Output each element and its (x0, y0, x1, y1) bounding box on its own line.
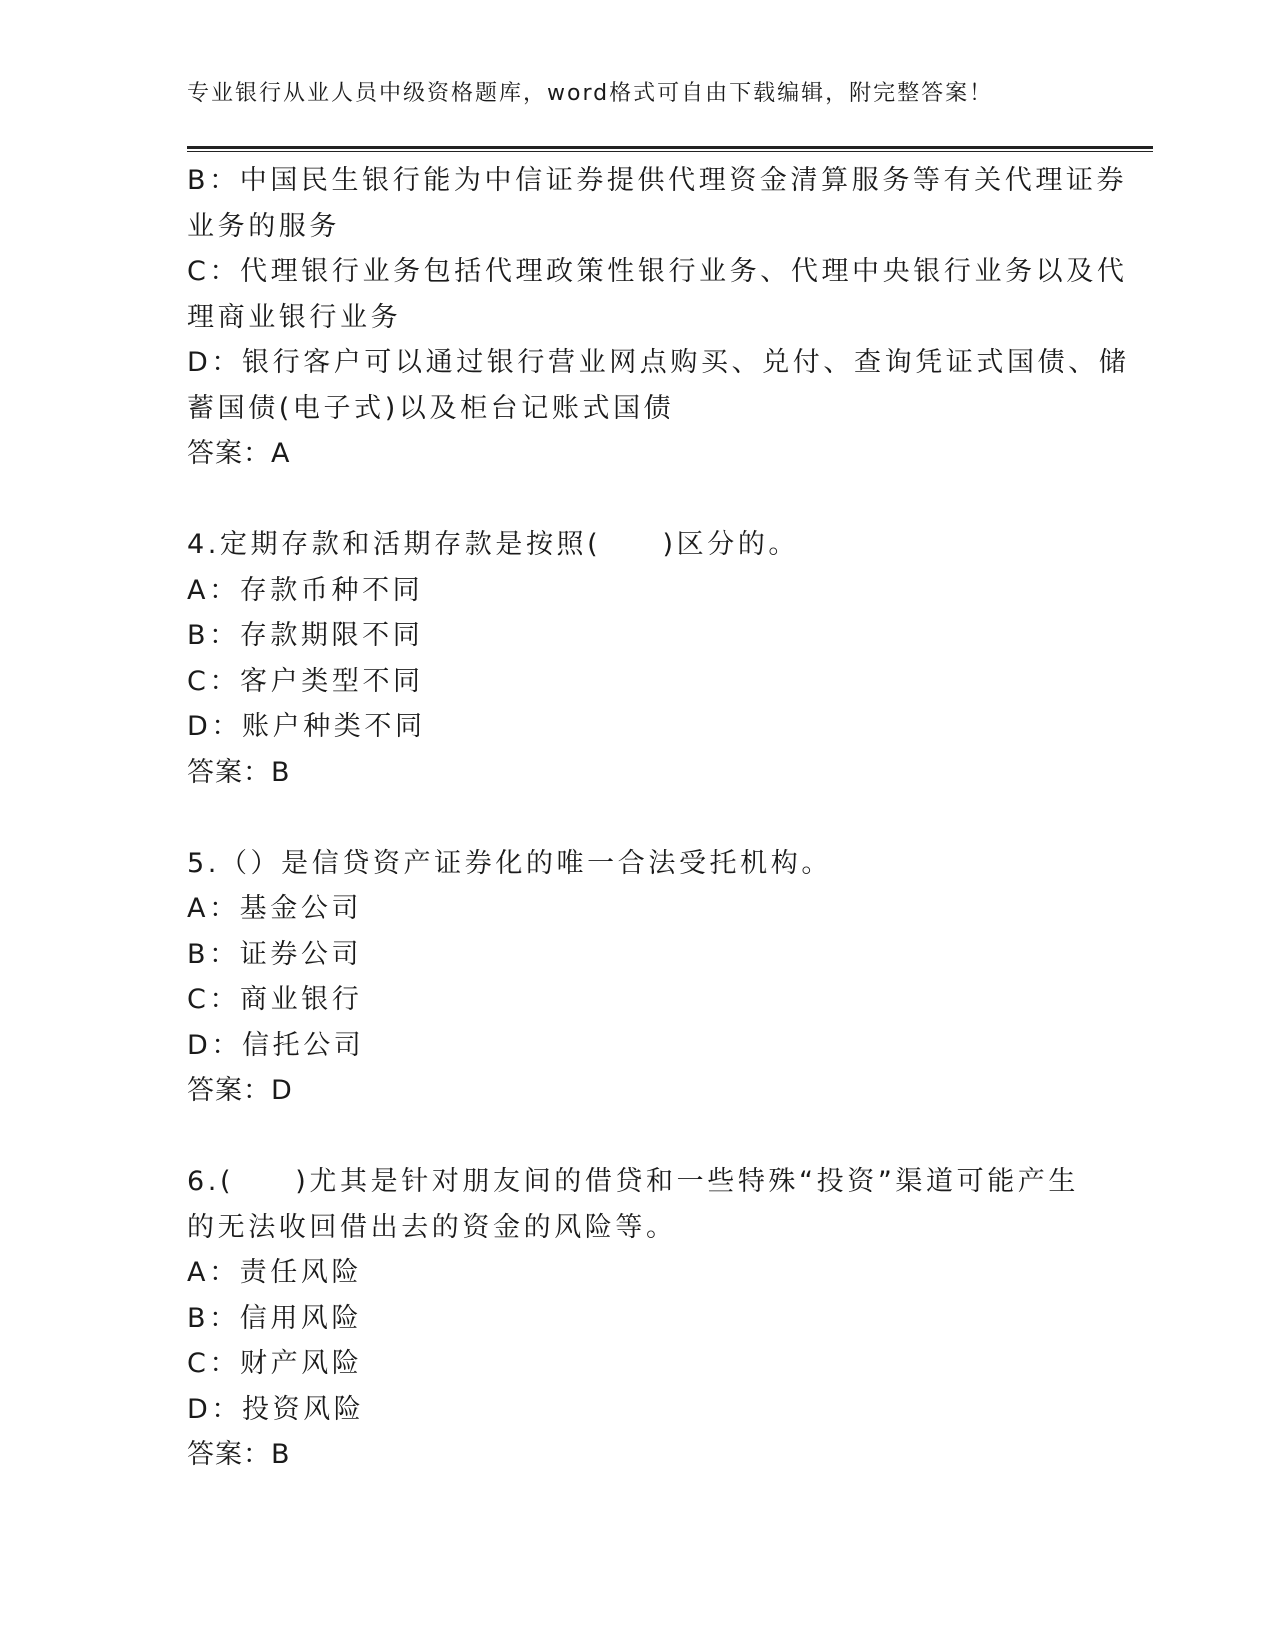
option-line: 理商业银行业务 (187, 301, 402, 333)
option-b: B：证券公司 (187, 938, 363, 970)
option-b: B：存款期限不同 (187, 620, 424, 651)
option-d: D：账户种类不同 (187, 711, 426, 742)
question-3-continuation (187, 158, 1130, 477)
question-content (187, 158, 1130, 1478)
option-line: C：代理银行业务包括代理政策性银行业务、代理中央银行业务以及代 (187, 256, 1128, 287)
header-rule-thick (187, 146, 1153, 149)
option-c: C：商业银行 (187, 984, 363, 1015)
header-rule-thin (187, 151, 1153, 152)
option-a: A：基金公司 (187, 893, 363, 924)
spacer (187, 795, 1087, 841)
answer-line: 答案：B (187, 756, 291, 788)
question-stem: 4.定期存款和活期存款是按照( )区分的。 (187, 529, 800, 560)
option-d: D：投资风险 (187, 1393, 365, 1425)
question-stem: 5.（）是信贷资产证券化的唯一合法受托机构。 (187, 847, 832, 879)
answer-line: 答案：A (187, 438, 291, 469)
question-stem: 的无法收回借出去的资金的风险等。 (187, 1211, 677, 1243)
answer-line: 答案：B (187, 1439, 291, 1470)
option-a: A：存款币种不同 (187, 574, 424, 606)
question-stem: 6.( )尤其是针对朋友间的借贷和一些特殊“投资”渠道可能产生 (187, 1166, 1080, 1197)
answer-line: 答案：D (187, 1075, 293, 1106)
page-header: 专业银行从业人员中级资格题库，word格式可自由下载编辑，附完整答案！ (187, 81, 994, 106)
option-line: D：银行客户可以通过银行营业网点购买、兑付、查询凭证式国债、储 (187, 347, 1130, 378)
spacer (187, 477, 1087, 523)
spacer (187, 1114, 1087, 1160)
option-a: A：责任风险 (187, 1257, 363, 1288)
question-6 (187, 1159, 1087, 1478)
option-d: D：信托公司 (187, 1029, 365, 1061)
option-line: B：中国民生银行能为中信证券提供代理资金清算服务等有关代理证券 (187, 165, 1128, 196)
option-b: B：信用风险 (187, 1302, 363, 1334)
option-line: 业务的服务 (187, 210, 340, 242)
option-line: 蓄国债(电子式)以及柜台记账式国债 (187, 392, 675, 424)
option-c: C：财产风险 (187, 1348, 363, 1379)
question-4 (187, 522, 1087, 795)
option-c: C：客户类型不同 (187, 665, 424, 697)
question-5 (187, 841, 1087, 1114)
